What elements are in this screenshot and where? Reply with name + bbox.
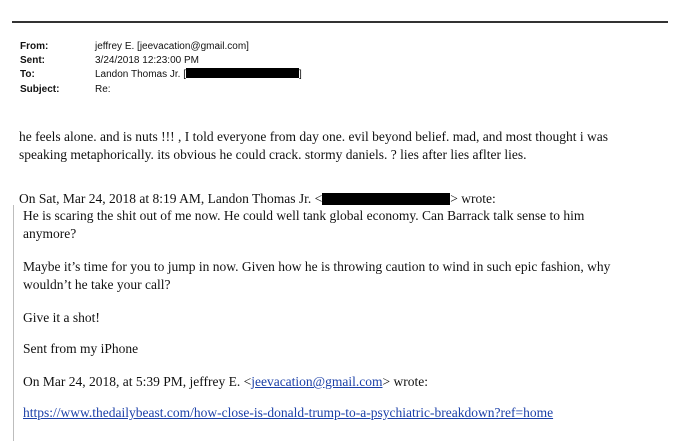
inner-attribution [23, 373, 663, 391]
quoted-p1-line2: anymore? [23, 226, 77, 241]
from-label: From: [20, 41, 49, 52]
sent-label: Sent: [20, 55, 45, 66]
attribution-suffix: > wrote: [450, 191, 496, 206]
inner-attribution-prefix: On Mar 24, 2018, at 5:39 PM, jeffrey E. < [23, 374, 252, 389]
email-link[interactable]: jeevacation@gmail.com [251, 374, 383, 389]
quoted-p2-line2: wouldn’t he take your call? [23, 277, 171, 292]
quoted-attribution [19, 190, 659, 208]
redaction-box [186, 68, 299, 78]
reply-line-2: speaking metaphorically. its obvious he could crack. stormy daniels. ? lies after lies aflter lies. [19, 147, 527, 162]
to-label: To: [20, 69, 35, 80]
to-value-suffix: ] [298, 69, 302, 80]
sent-value: 3/24/2018 12:23:00 PM [95, 55, 199, 66]
to-value [95, 68, 302, 81]
reply-line-1: he feels alone. and is nuts !!! , I told everyone from day one. evil beyond belief. mad, and most thought i was [19, 129, 608, 144]
to-value-prefix: Landon Thomas Jr. [ [95, 69, 186, 80]
redaction-box [322, 193, 450, 205]
from-value: jeffrey E. [jeevacation@gmail.com] [95, 41, 249, 52]
article-link-row [23, 404, 663, 422]
subject-label: Subject: [20, 84, 60, 95]
quoted-p2-line1: Maybe it’s time for you to jump in now. Given how he is throwing caution to wind in such epic fashion, why [23, 259, 611, 274]
quoted-p3: Give it a shot! [23, 310, 100, 325]
subject-value: Re: [95, 84, 111, 95]
quoted-p4: Sent from my iPhone [23, 341, 139, 356]
quote-bar [13, 205, 14, 441]
attribution-prefix: On Sat, Mar 24, 2018 at 8:19 AM, Landon Thomas Jr. < [19, 191, 323, 206]
header-divider [12, 21, 668, 23]
quoted-p1-line1: He is scaring the shit out of me now. He could well tank global economy. Can Barrack talk sense to him [23, 208, 585, 223]
article-link[interactable]: https://www.thedailybeast.com/how-close-is-donald-trump-to-a-psychiatric-breakdown?ref=home [23, 405, 554, 420]
inner-attribution-suffix: > wrote: [382, 374, 428, 389]
